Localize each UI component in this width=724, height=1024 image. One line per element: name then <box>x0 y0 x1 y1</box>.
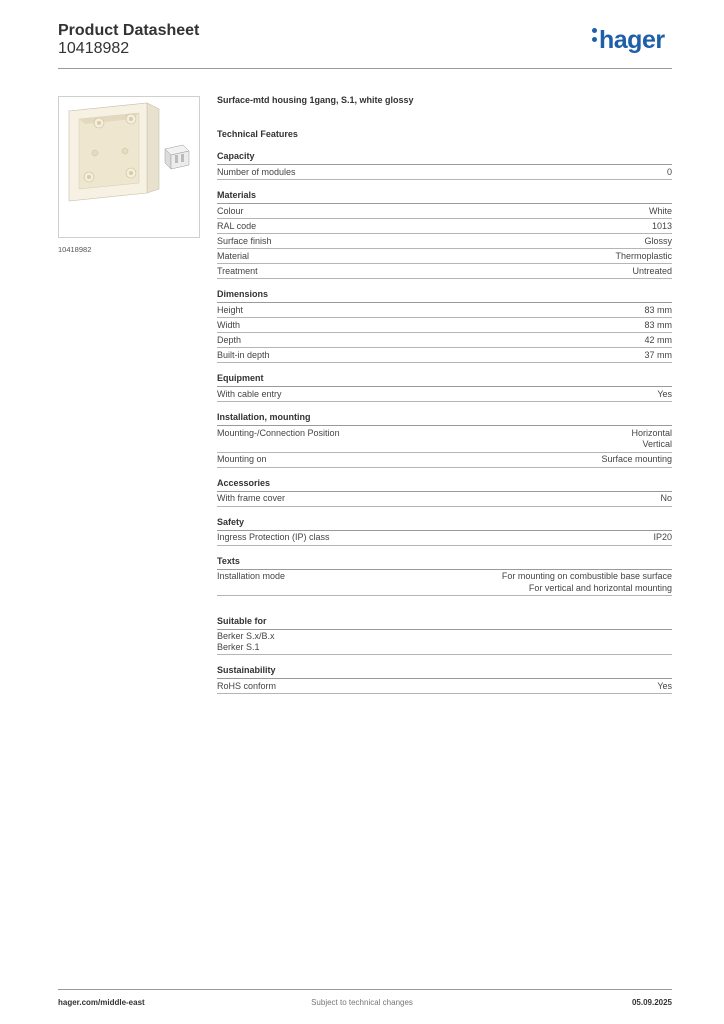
row-label: Height <box>217 304 244 315</box>
table-row <box>217 249 672 264</box>
section-title: Dimensions <box>217 289 672 303</box>
surface-housing-illustration <box>59 97 199 237</box>
feature-section <box>217 289 672 363</box>
footer-date: 05.09.2025 <box>631 998 672 1007</box>
section-title: Texts <box>217 556 672 570</box>
row-value-line: 0 <box>666 166 672 177</box>
table-row <box>217 426 672 453</box>
row-value-line: For vertical and horizontal mounting <box>528 582 672 593</box>
row-label: RoHS conform <box>217 680 277 691</box>
table-row <box>217 492 672 507</box>
row-value-line: For mounting on combustible base surface <box>501 571 672 581</box>
row-value-line: Vertical <box>642 439 672 449</box>
row-value-line: 37 mm <box>644 349 672 360</box>
technical-features-heading: Technical Features <box>217 129 298 139</box>
row-value <box>644 305 672 317</box>
row-label: Mounting-/Connection Position <box>217 427 340 438</box>
row-label: Treatment <box>217 265 258 276</box>
table-row <box>217 303 672 318</box>
row-value <box>632 266 672 278</box>
section-title: Suitable for <box>217 616 672 630</box>
table-row <box>217 204 672 219</box>
section-title: Materials <box>217 190 672 204</box>
row-value <box>644 350 672 362</box>
row-value-line: Untreated <box>632 265 672 276</box>
image-caption: 10418982 <box>58 245 92 254</box>
feature-sections <box>217 151 672 596</box>
row-value-line: Horizontal <box>631 427 672 438</box>
row-label: Depth <box>217 334 242 345</box>
row-label: Built-in depth <box>217 349 270 360</box>
row-value <box>653 532 672 544</box>
row-value <box>502 571 672 594</box>
feature-section <box>217 412 672 468</box>
row-value <box>615 251 672 263</box>
row-label: Width <box>217 319 241 330</box>
section-title: Accessories <box>217 478 672 492</box>
table-row <box>217 165 672 180</box>
row-value-line: 83 mm <box>644 319 672 330</box>
list-item: Berker S.1 <box>217 641 260 652</box>
row-label: RAL code <box>217 220 257 231</box>
logo-dots-icon <box>592 28 597 46</box>
table-row <box>217 234 672 249</box>
table-row <box>217 387 672 402</box>
row-label: Surface finish <box>217 235 272 246</box>
section-title: Safety <box>217 517 672 531</box>
footer-notice: Subject to technical changes <box>311 998 413 1007</box>
table-row <box>217 453 672 468</box>
logo-text: hager <box>599 26 665 54</box>
row-value-line: 42 mm <box>644 334 672 345</box>
row-value <box>649 206 672 218</box>
section-title: Sustainability <box>217 665 672 679</box>
row-value-line: Glossy <box>644 235 672 246</box>
product-image <box>58 96 200 238</box>
row-value <box>631 428 672 451</box>
row-label: Number of modules <box>217 166 296 177</box>
row-label: With frame cover <box>217 493 286 503</box>
row-label: Mounting on <box>217 454 267 464</box>
row-value-line: 1013 <box>651 220 672 231</box>
row-value-line: No <box>660 493 672 503</box>
row-value <box>644 335 672 347</box>
feature-section <box>217 151 672 180</box>
feature-section <box>217 190 672 279</box>
row-value <box>660 493 672 505</box>
table-row <box>217 679 672 694</box>
table-row <box>217 348 672 363</box>
row-label: With cable entry <box>217 388 282 399</box>
row-value <box>601 454 672 466</box>
feature-section <box>217 478 672 507</box>
section-sustainability <box>217 665 672 694</box>
row-value <box>657 389 672 401</box>
table-row <box>217 333 672 348</box>
table-row <box>217 570 672 597</box>
clip-accessory-illustration <box>165 145 189 169</box>
row-value <box>644 236 672 248</box>
product-description: Surface-mtd housing 1gang, S.1, white glossy <box>217 95 414 105</box>
row-value <box>644 320 672 332</box>
row-label: Ingress Protection (IP) class <box>217 532 330 542</box>
footer-divider <box>58 989 672 990</box>
header-divider <box>58 68 672 69</box>
row-value-line: White <box>648 205 672 216</box>
row-label: Installation mode <box>217 571 286 581</box>
row-label: Material <box>217 250 250 261</box>
row-label: Colour <box>217 205 244 216</box>
feature-section <box>217 517 672 546</box>
feature-section <box>217 556 672 597</box>
hager-logo <box>592 26 665 55</box>
table-row <box>217 264 672 279</box>
row-value <box>652 221 672 233</box>
product-number: 10418982 <box>58 40 130 57</box>
table-row <box>217 531 672 546</box>
page-title: Product Datasheet <box>58 22 200 39</box>
section-title: Capacity <box>217 151 672 165</box>
row-value-line: IP20 <box>653 532 672 542</box>
row-value <box>667 167 672 179</box>
section-title: Installation, mounting <box>217 412 672 426</box>
row-value-line: Thermoplastic <box>615 250 672 261</box>
technical-content <box>217 95 672 694</box>
suitable-for-list <box>217 630 672 655</box>
table-row <box>217 318 672 333</box>
section-title: Equipment <box>217 373 672 387</box>
feature-section <box>217 373 672 402</box>
section-suitable-for <box>217 616 672 655</box>
row-value-line: 83 mm <box>644 304 672 315</box>
list-item: Berker S.x/B.x <box>217 631 275 641</box>
row-value: Yes <box>657 680 672 691</box>
footer-website: hager.com/middle-east <box>58 998 145 1007</box>
row-value-line: Yes <box>657 388 672 399</box>
row-value-line: Surface mounting <box>601 454 672 464</box>
table-row <box>217 219 672 234</box>
